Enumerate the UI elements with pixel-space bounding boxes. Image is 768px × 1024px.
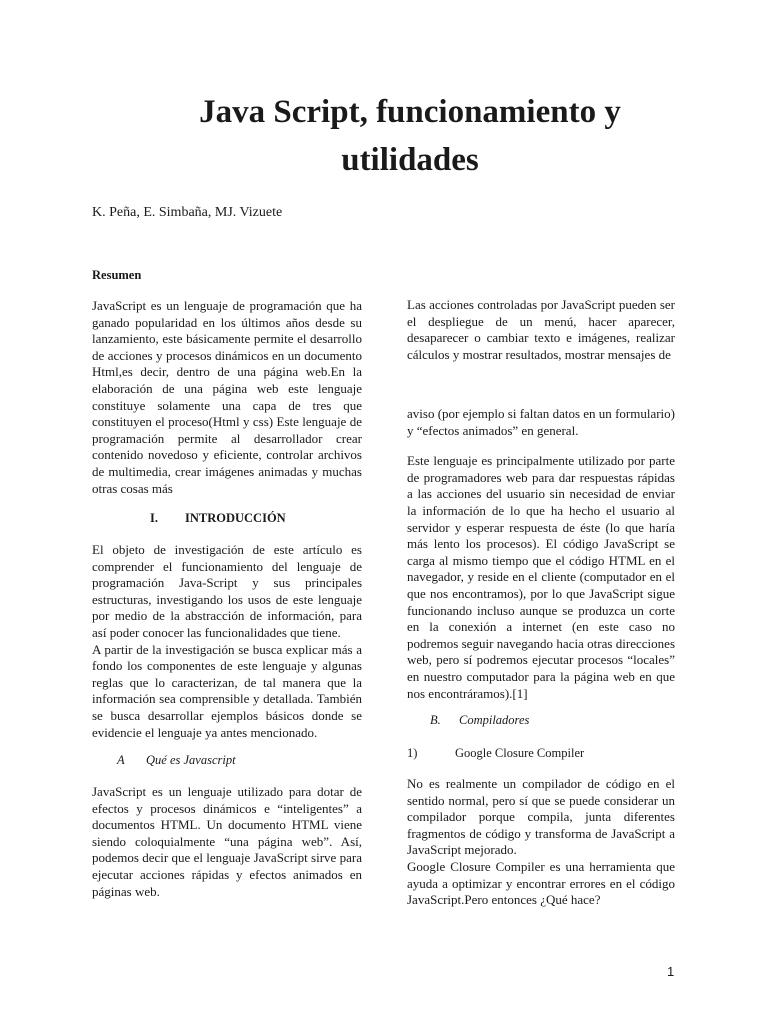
document-title [140, 88, 680, 184]
intro-paragraph-1: El objeto de investigación de este artículo es comprender el funcionamiento del lenguaje de programación Java-Script y sus principales estructuras, investigando los usos de este lenguaje por medio de la abstracción de información, para así poder conocer las funcionalidades que tiene. [92, 542, 362, 640]
authors: K. Peña, E. Simbaña, MJ. Vizuete [92, 205, 283, 220]
introduction-text [92, 542, 362, 741]
right-column-top [407, 297, 675, 363]
google-closure-text [407, 776, 675, 909]
abstract-text [92, 298, 362, 497]
que-es-javascript-text [92, 784, 362, 900]
subsection-letter: A [117, 753, 125, 767]
subsection-title: Qué es Javascript [146, 753, 236, 767]
intro-paragraph-2: A partir de la investigación se busca explicar más a fondo los componentes de este lenguaje y algunas reglas que lo caracterizan, de tal manera que la información sea comprensible y detallada. También se busca desarrollar ejemplos básicos donde se evidencie el lenguaje ya antes mencionado. [92, 641, 362, 740]
subsection-letter: B. [430, 713, 441, 727]
right-paragraph-4: No es realmente un compilador de código en el sentido normal, pero sí que se puede considerar un compilador porque compila, junta diferentes fragmentos de código y transforma de JavaScript a JavaScript mejorado. [407, 776, 675, 858]
abstract-heading: Resumen [92, 268, 142, 282]
que-es-javascript-paragraph: JavaScript es un lenguaje utilizado para dotar de efectos y procesos dinámicos e “inteligentes” a documentos HTML. Un documento HTML viene siendo coloquialmente “una página web”. Así, podemos decir que el lenguaje JavaScript sirve para ejecutar acciones rápidas y efectos animados en páginas web. [92, 784, 362, 899]
right-paragraph-2: aviso (por ejemplo si faltan datos en un formulario) y “efectos animados” en general. [407, 406, 675, 438]
right-paragraph-3: Este lenguaje es principalmente utilizado por parte de programadores web para dar respuestas rápidas a las acciones del usuario sin necesidad de enviar la información de lo que ha hecho el usuario al servidor y esperar respuesta de éste (lo que haría más lento los procesos). El código JavaScript se carga al mismo tiempo que el código HTML en el navegador, y reside en el cliente (computador en el que nos encontramos), por lo que JavaScript sigue funcionando incluso aunque se produzca un corte en la conexión a internet (en este caso no podremos seguir navegando hacia otras direcciones web, pero sí podremos ejecutar procesos “locales” en nuestro computador para la página web en que nos encontráramos).[1] [407, 453, 675, 701]
section-number: I. [150, 511, 158, 525]
right-column-continuation [407, 406, 675, 702]
section-heading-introduccion [150, 511, 350, 526]
subsubsection-title: Google Closure Compiler [455, 746, 585, 760]
abstract-paragraph: JavaScript es un lenguaje de programación que ha ganado popularidad en los últimos años desde su lanzamiento, este básicamente permite el desarrollo de acciones y procesos dinámicos en un documento Html,es decir, dentro de una página web.En la elaboración de una página web este lenguaje constituye solamente una capa de tres que constituyen el proceso(Html y css) Este lenguaje de programación permite al desarrollador crear contenido novedoso y eficiente, controlar archivos de multimedia, crear imágenes animadas y muchas otras cosas más [92, 298, 362, 496]
subsection-heading-compiladores [430, 713, 529, 728]
section-title: INTRODUCCIÓN [185, 511, 286, 525]
subsection-title: Compiladores [459, 713, 530, 727]
subsubsection-number: 1) [407, 746, 418, 760]
page-number: 1 [667, 964, 675, 979]
right-paragraph-5: Google Closure Compiler es una herramienta que ayuda a optimizar y encontrar errores en el código JavaScript.Pero entonces ¿Qué hace? [407, 858, 675, 908]
right-paragraph-1: Las acciones controladas por JavaScript pueden ser el despliegue de un menú, hacer aparecer, desaparecer o cambiar texto e imágenes, realizar cálculos y mostrar resultados, mostrar mensajes de [407, 297, 675, 362]
subsubsection-heading-google-closure [407, 746, 584, 761]
subsection-heading-que-es-javascript [117, 753, 236, 768]
title-line-1: Java Script, funcionamiento y [199, 94, 621, 130]
title-line-2: utilidades [341, 142, 479, 178]
